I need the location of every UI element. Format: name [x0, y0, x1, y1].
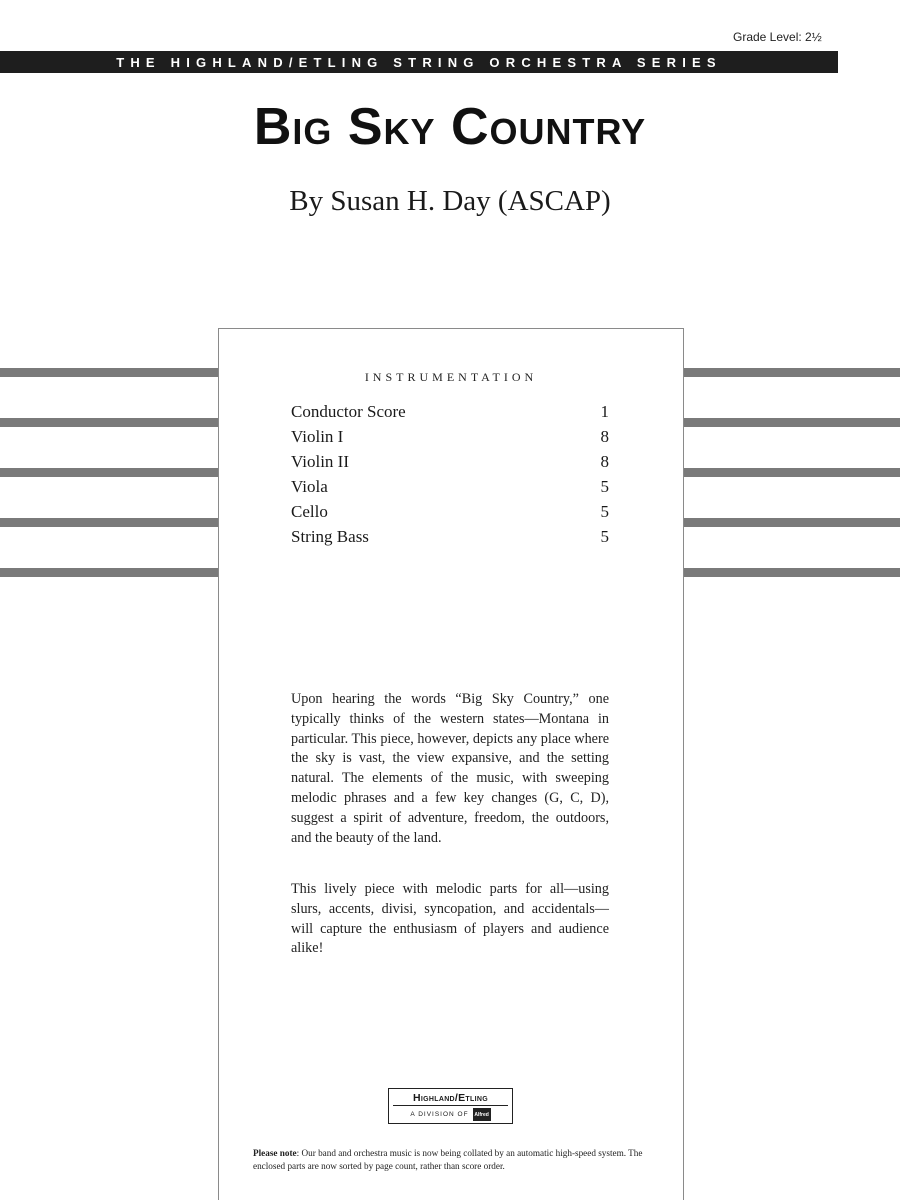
staff-line-right-4	[684, 518, 900, 527]
instrument-row	[291, 527, 609, 552]
staff-line-right-2	[684, 418, 900, 427]
staff-line-right-3	[684, 468, 900, 477]
instrument-name: String Bass	[291, 527, 369, 546]
staff-line-right-1	[684, 368, 900, 377]
staff-line-left-2	[0, 418, 218, 427]
staff-line-left-1	[0, 368, 218, 377]
series-banner	[0, 51, 838, 73]
staff-line-right-5	[684, 568, 900, 577]
footer-note-text: : Our band and orchestra music is now being collated by an automatic high-speed system. The enclosed parts are now sorted by page count, rather than score order.	[253, 1148, 643, 1171]
instrument-count: 8	[600, 427, 609, 446]
instrument-row	[291, 427, 609, 452]
publisher-logo-name: Highland/Etling	[393, 1091, 508, 1106]
instrumentation-list	[291, 402, 609, 552]
instrument-name: Violin I	[291, 427, 344, 446]
footer-note	[253, 1147, 653, 1173]
composer-byline: By Susan H. Day (ASCAP)	[289, 185, 611, 217]
series-title: THE HIGHLAND/ETLING STRING ORCHESTRA SERIES	[116, 54, 722, 70]
staff-line-left-3	[0, 468, 218, 477]
instrumentation-heading: INSTRUMENTATION	[364, 370, 538, 384]
instrument-count: 5	[600, 527, 609, 546]
publisher-logo-subline	[393, 1108, 508, 1121]
grade-level: Grade Level: 2½	[733, 30, 822, 44]
page-title: Big Sky Country	[253, 98, 647, 156]
instrument-name: Violin II	[291, 452, 349, 471]
instrument-row	[291, 502, 609, 527]
instrument-count: 5	[600, 502, 609, 521]
instrument-name: Viola	[291, 477, 328, 496]
instrument-count: 5	[600, 477, 609, 496]
description-paragraph-1: Upon hearing the words “Big Sky Country,” one typically thinks of the western states—Montana in particular. This piece, however, depicts any place where the sky is vast, the view expansive, and the setting natural. The elements of the music, with sweeping melodic phrases and a few key changes (G, C, D), suggest a spirit of adventure, freedom, the outdoors, and the beauty of the land.	[291, 691, 609, 846]
staff-line-left-5	[0, 568, 218, 577]
alfred-badge-icon	[473, 1108, 491, 1121]
description-paragraph-2: This lively piece with melodic parts for all—using slurs, accents, divisi, syncopation, and accidentals—will capture the enthusiasm of players and audience alike!	[291, 881, 609, 957]
instrument-row	[291, 402, 609, 427]
footer-note-label: Please note	[253, 1148, 297, 1158]
publisher-logo-division: A DIVISION OF	[410, 1111, 469, 1118]
instrument-name: Cello	[291, 502, 328, 521]
instrument-count: 8	[600, 452, 609, 471]
instrument-count: 1	[600, 402, 609, 421]
instrument-row	[291, 477, 609, 502]
staff-line-left-4	[0, 518, 218, 527]
publisher-logo	[388, 1088, 513, 1124]
alfred-badge-text: Alfred	[474, 1111, 489, 1118]
instrument-name: Conductor Score	[291, 402, 406, 421]
instrument-row	[291, 452, 609, 477]
